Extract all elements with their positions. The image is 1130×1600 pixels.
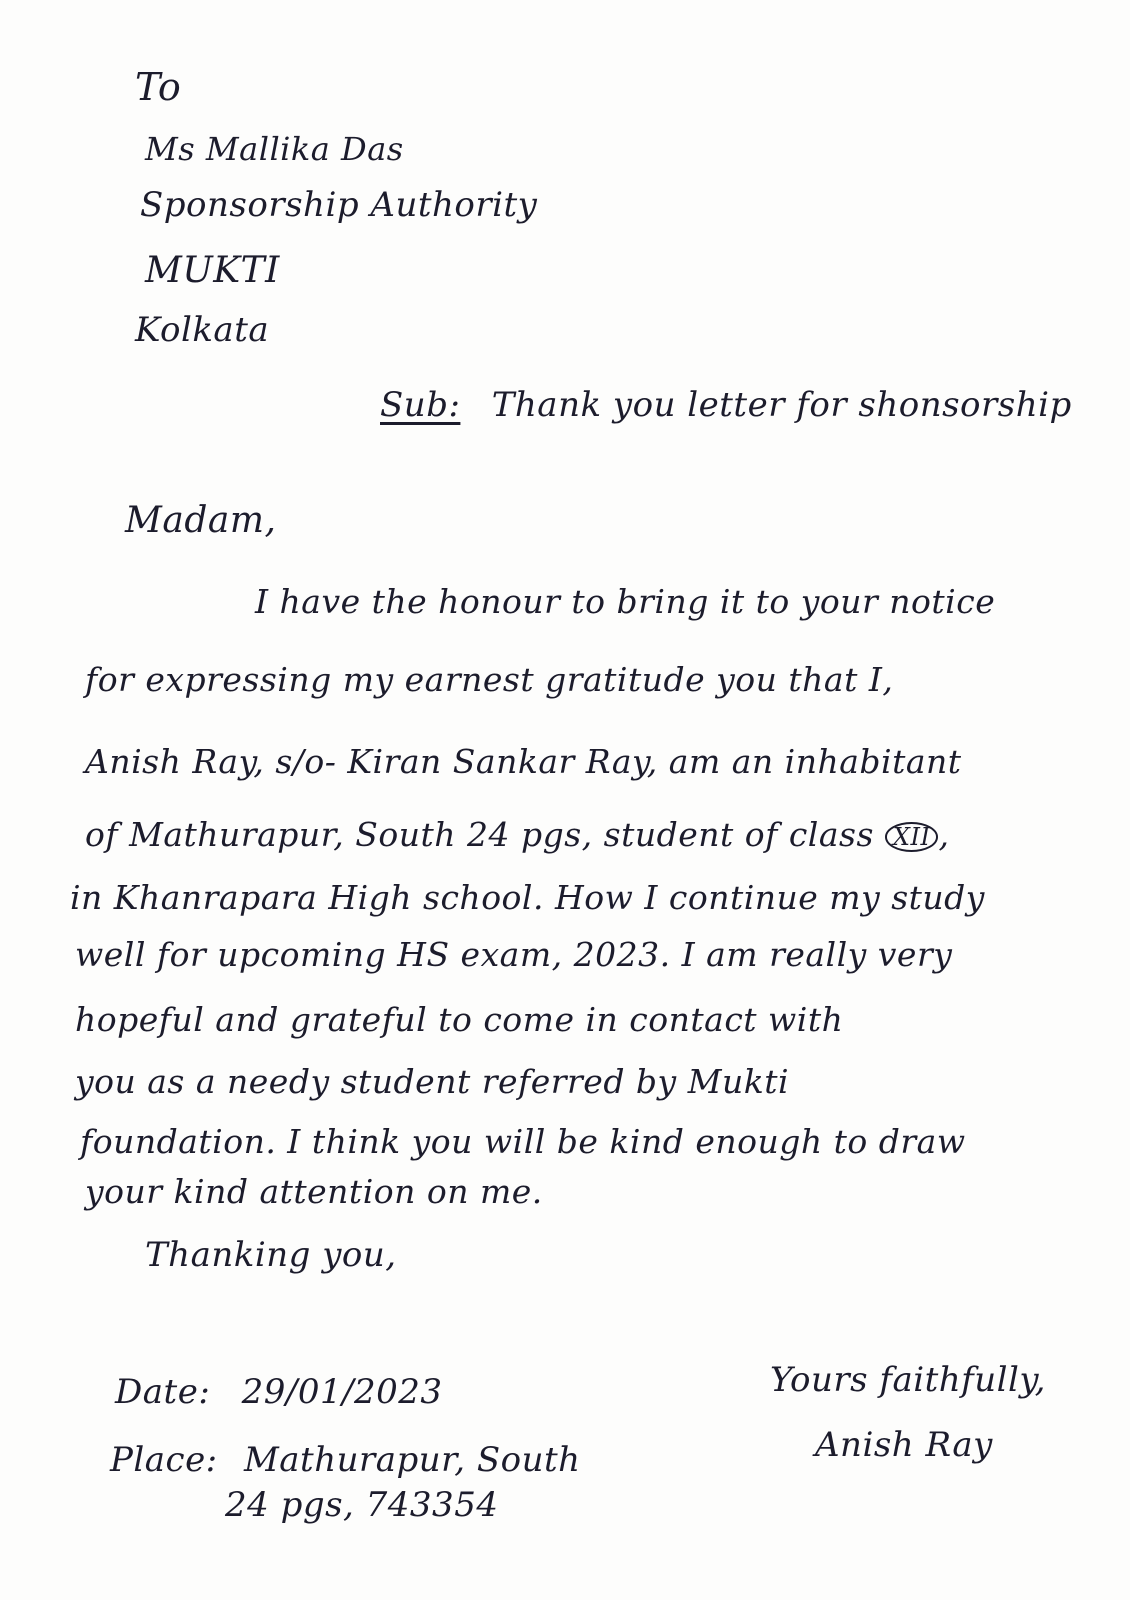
place-line-1: Mathurapur, South <box>243 1440 581 1480</box>
body-line-10: your kind attention on me. <box>85 1172 543 1211</box>
body-line-4: of Mathurapur, South 24 pgs, student of class XII , <box>85 815 950 854</box>
subject-line <box>380 385 1072 425</box>
subject-text: Thank you letter for shonsorship <box>491 385 1072 425</box>
body-line-4-text: of Mathurapur, South 24 pgs, student of class <box>85 815 874 854</box>
city-name: Kolkata <box>135 310 270 350</box>
body-line-8: you as a needy student referred by Mukti <box>75 1062 790 1101</box>
body-line-7: hopeful and grateful to come in contact with <box>75 1000 844 1039</box>
recipient-title: Sponsorship Authority <box>140 185 538 225</box>
body-line-9: foundation. I think you will be kind enough to draw <box>80 1122 966 1161</box>
signature-name: Anish Ray <box>815 1425 993 1465</box>
date-label: Date: <box>115 1372 211 1412</box>
closing: Yours faithfully, <box>770 1360 1046 1400</box>
thanking-you: Thanking you, <box>145 1235 397 1275</box>
body-line-3: Anish Ray, s/o- Kiran Sankar Ray, am an inhabitant <box>85 742 962 781</box>
recipient-name: Ms Mallika Das <box>145 130 404 168</box>
body-line-5: in Khanrapara High school. How I continue my study <box>70 878 985 917</box>
place-label: Place: <box>110 1440 218 1480</box>
class-circled: XII <box>885 822 939 852</box>
body-line-2: for expressing my earnest gratitude you that I, <box>85 660 894 699</box>
place-line-2: 24 pgs, 743354 <box>225 1485 499 1525</box>
subject-label: Sub: <box>380 385 461 425</box>
date-line <box>115 1372 443 1412</box>
date-value: 29/01/2023 <box>241 1372 443 1412</box>
to-line: To <box>135 65 182 109</box>
salutation: Madam, <box>125 500 277 541</box>
place-line <box>110 1440 581 1480</box>
body-line-6: well for upcoming HS exam, 2023. I am really very <box>75 935 953 974</box>
organization-name: MUKTI <box>145 250 280 291</box>
body-line-1: I have the honour to bring it to your notice <box>255 582 996 621</box>
